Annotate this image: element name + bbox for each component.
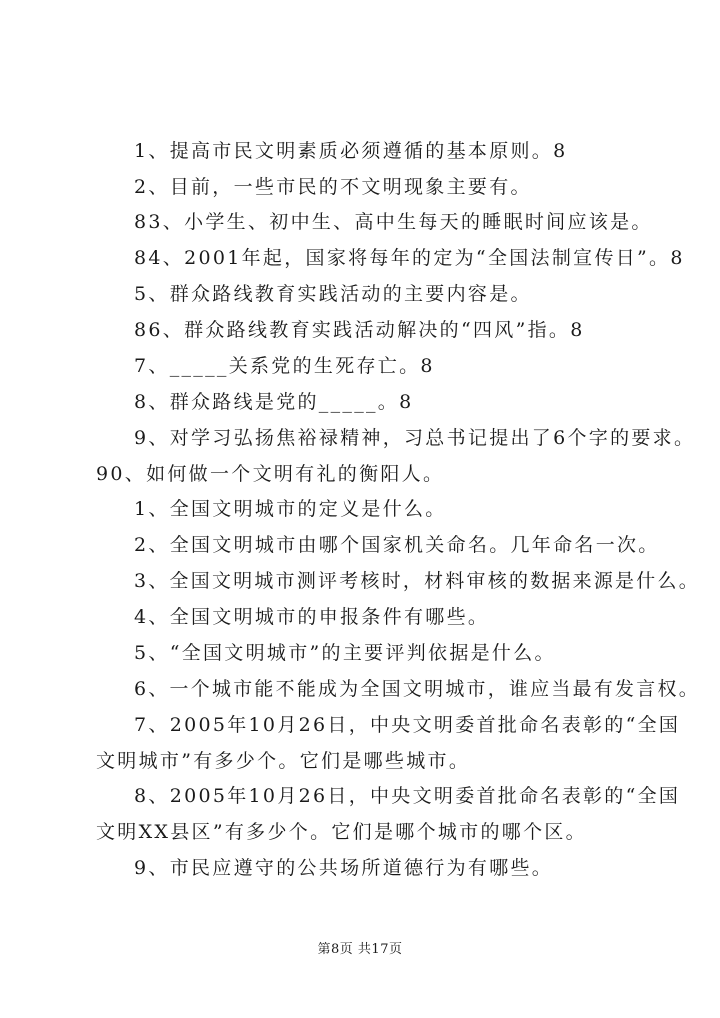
text-line-9: 9、对学习弘扬焦裕禄精神，习总书记提出了6个字的要求。 (134, 427, 696, 449)
text-line-4: 84、2001年起，国家将每年的定为“全国法制宣传日”。8 (134, 247, 685, 269)
text-line-1: 1、提高市民文明素质必须遵循的基本原则。8 (134, 140, 568, 162)
text-line-8: 8、群众路线是党的_____。8 (134, 391, 414, 413)
text-line-18: 文明城市”有多少个。它们是哪些城市。 (96, 750, 471, 772)
text-line-21: 9、市民应遵守的公共场所道德行为有哪些。 (134, 857, 554, 879)
text-line-11: 1、全国文明城市的定义是什么。 (134, 498, 447, 520)
text-line-6: 86、群众路线教育实践活动解决的“四风”指。8 (134, 319, 585, 341)
text-line-5: 5、群众路线教育实践活动的主要内容是。 (134, 283, 532, 305)
text-line-20: 文明XX县区”有多少个。它们是哪个城市的哪个区。 (96, 821, 587, 843)
page-footer: 第8页 共17页 (317, 942, 403, 957)
text-line-19: 8、2005年10月26日，中央文明委首批命名表彰的“全国 (134, 785, 681, 807)
text-line-13: 3、全国文明城市测评考核时，材料审核的数据来源是什么。 (134, 570, 700, 592)
text-line-3: 83、小学生、初中生、高中生每天的睡眠时间应该是。 (134, 211, 653, 233)
text-line-16: 6、一个城市能不能成为全国文明城市，谁应当最有发言权。 (134, 678, 700, 700)
text-line-15: 5、“全国文明城市”的主要评判依据是什么。 (134, 642, 556, 664)
text-line-2: 2、目前，一些市民的不文明现象主要有。 (134, 176, 532, 198)
text-line-17: 7、2005年10月26日，中央文明委首批命名表彰的“全国 (134, 714, 681, 736)
text-line-14: 4、全国文明城市的申报条件有哪些。 (134, 606, 490, 628)
text-line-7: 7、_____关系党的生死存亡。8 (134, 355, 435, 377)
text-line-10: 90、如何做一个文明有礼的衡阳人。 (96, 463, 445, 485)
text-line-12: 2、全国文明城市由哪个国家机关命名。几年命名一次。 (134, 534, 660, 556)
